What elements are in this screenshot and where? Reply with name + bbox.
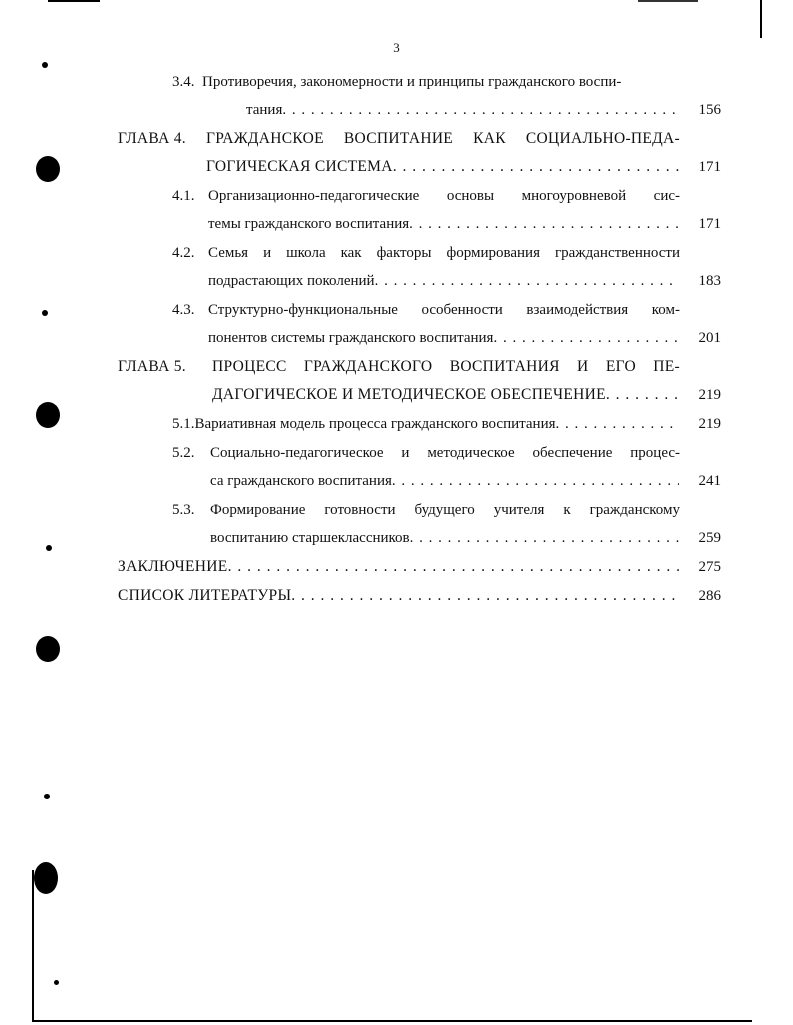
toc-page-number: 183 [698,273,721,289]
toc-entry-5-2-line2 [210,469,679,493]
toc-page-number: 241 [698,473,721,489]
leader-dots [228,555,679,579]
toc-entry-5-3-line1 [172,498,680,522]
toc-conclusion [118,555,679,579]
toc-chapter-4-line1 [118,127,680,151]
toc-entry-number: ГЛАВА 4. [118,130,186,147]
toc-entry-title: Формирование готовности будущего учителя к гражданскому [210,502,680,518]
scan-speck [54,980,59,985]
leader-dots [393,155,679,179]
toc-entry-4-1-line1 [172,184,680,208]
scan-speck [44,794,50,799]
toc-chapter-5-line2 [212,383,679,407]
leader-dots [606,383,679,407]
toc-entry-title-cont: понентов системы гражданского воспитания [208,330,494,346]
toc-entry-title: Структурно-функциональные особенности взаимодействия ком- [208,302,680,318]
punch-hole [36,402,60,428]
toc-entry-number: 5.3. [172,502,195,518]
toc-entry-title: Семья и школа как факторы формирования гражданственности [208,245,680,261]
toc-entry-title-cont: воспитанию старшеклассников [210,530,410,546]
toc-entry-title-cont: подрастающих поколений [208,273,375,289]
leader-dots [409,212,679,236]
toc-entry-title-cont: ГОГИЧЕСКАЯ СИСТЕМА [206,158,393,175]
toc-entry-4-2-line2 [208,269,679,293]
toc-entry-3-4-line1 [172,70,681,94]
toc-entry-number: 5.2. [172,445,195,461]
toc-bibliography [118,584,679,608]
toc-page-number: 201 [698,330,721,346]
toc-entry-title-cont: темы гражданского воспитания [208,216,410,232]
toc-page-number: 286 [698,588,721,604]
leader-dots [410,526,679,550]
toc-entry-number: ГЛАВА 5. [118,358,186,375]
leader-dots [493,326,679,350]
scan-edge-left [32,870,34,1020]
leader-dots [291,584,679,608]
toc-page-number: 219 [698,416,721,432]
toc-entry-number: 4.2. [172,245,195,261]
toc-page-number: 156 [698,102,721,118]
toc-page-number: 171 [698,216,721,232]
punch-hole [36,636,60,662]
toc-chapter-5-line1 [118,355,680,379]
leader-dots [282,98,679,122]
toc-entry-number: 5.1. [172,416,195,432]
toc-entry-title: Вариативная модель процесса гражданского воспитания [194,416,556,432]
toc-entry-title: ЗАКЛЮЧЕНИЕ [118,558,228,575]
toc-entry-title-cont: са гражданского воспитания [210,473,392,489]
toc-entry-4-3-line2 [208,326,679,350]
toc-entry-number: 4.1. [172,188,195,204]
toc-entry-number: 3.4. [172,74,195,90]
toc-entry-title-cont: тания [246,102,283,118]
punch-hole [36,156,60,182]
scan-edge-top-right [638,0,698,2]
toc-page-number: 171 [698,159,721,175]
toc-entry-title: ПРОЦЕСС ГРАЖДАНСКОГО ВОСПИТАНИЯ И ЕГО ПЕ- [212,358,680,375]
scan-edge-top-left [48,0,100,2]
punch-hole [34,862,58,894]
toc-entry-4-2-line1 [172,241,680,265]
scan-edge-bottom [32,1020,752,1022]
toc-entry-5-3-line2 [210,526,679,550]
toc-entry-title: ГРАЖДАНСКОЕ ВОСПИТАНИЕ КАК СОЦИАЛЬНО-ПЕДА- [206,130,680,147]
scan-edge-right [760,0,762,38]
leader-dots [392,469,679,493]
toc-page-number: 219 [698,387,721,403]
toc-entry-title: Организационно-педагогические основы многоуровневой сис- [208,188,680,204]
toc-page-number: 275 [698,559,721,575]
scan-speck [42,310,48,316]
toc-entry-title: СПИСОК ЛИТЕРАТУРЫ [118,587,292,604]
scan-speck [46,545,52,551]
scan-speck [42,62,48,68]
toc-entry-title-cont: ДАГОГИЧЕСКОЕ И МЕТОДИЧЕСКОЕ ОБЕСПЕЧЕНИЕ [212,386,606,403]
toc-entry-3-4-line2 [246,98,679,122]
toc-entry-4-3-line1 [172,298,680,322]
leader-dots [556,412,680,436]
toc-chapter-4-line2 [206,155,679,179]
toc-entry-5-1 [172,412,679,436]
toc-entry-title: Социально-педагогическое и методическое обеспечение процес- [210,445,680,461]
toc-entry-title: Противоречия, закономерности и принципы гражданского воспи- [202,74,622,90]
toc-entry-4-1-line2 [208,212,679,236]
page-number: 3 [393,40,400,55]
toc-page-number: 259 [698,530,721,546]
toc-entry-number: 4.3. [172,302,195,318]
toc-entry-5-2-line1 [172,441,680,465]
leader-dots [375,269,679,293]
